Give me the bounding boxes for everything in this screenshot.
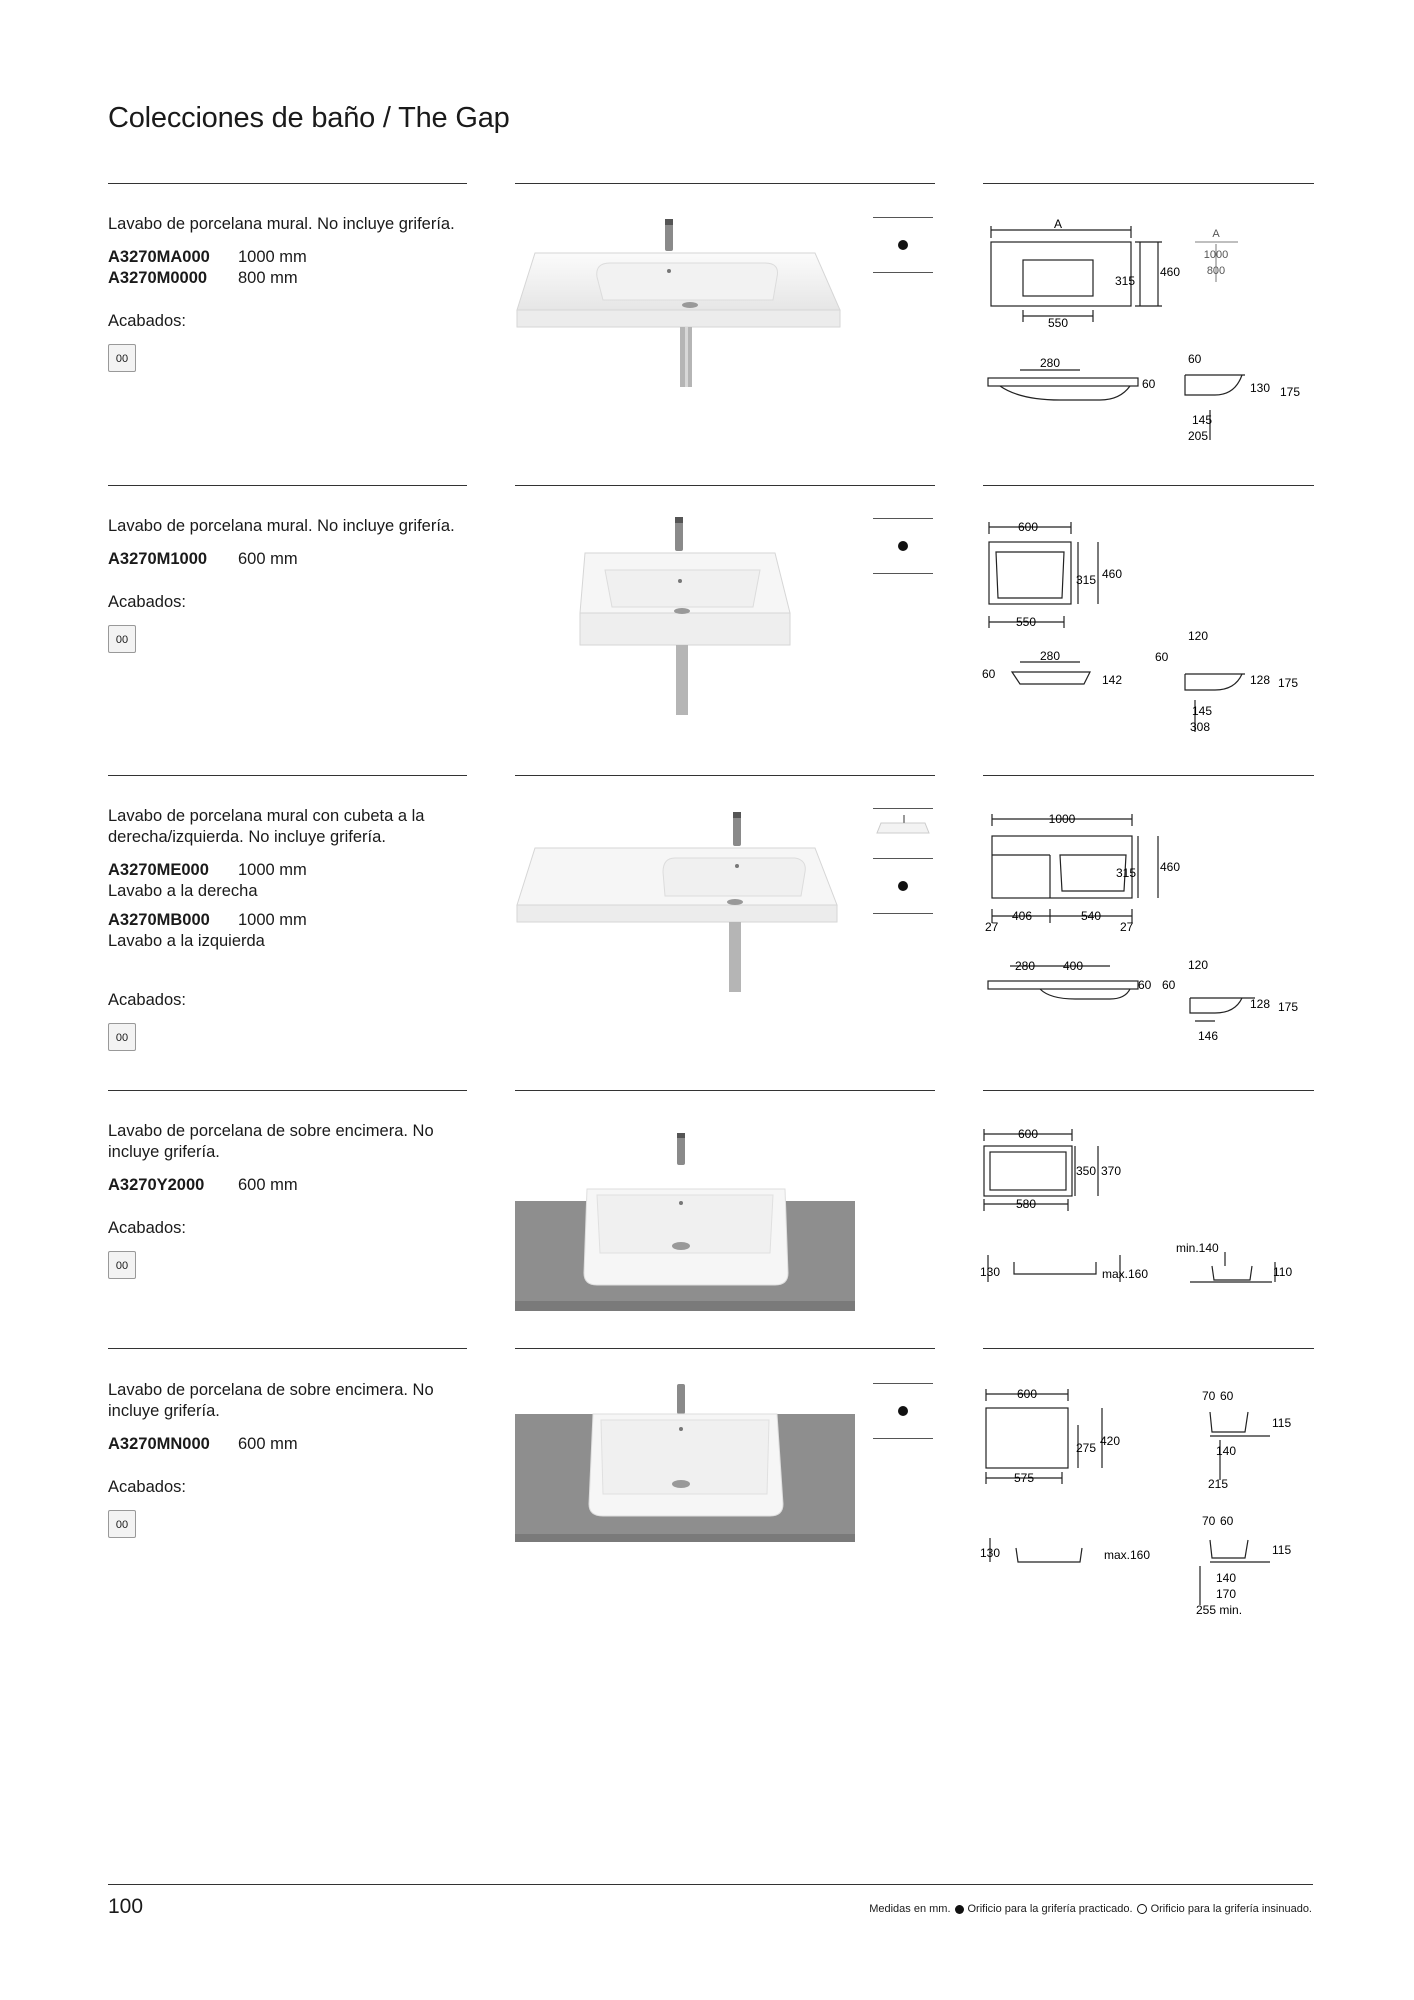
model-row [108,860,468,881]
dim-label: 27 [985,920,999,934]
tap-hole-filled-icon [898,1406,908,1416]
tap-hole-indicator [873,808,933,914]
dim-label: 60 [1220,1514,1234,1528]
dim-label: 600 [1017,1127,1039,1141]
dim-label: 370 [1101,1164,1122,1178]
dim-label: 205 [1188,429,1209,443]
dim-label: 580 [1015,1197,1037,1211]
dim-label: 175 [1278,676,1299,690]
dim-label: 550 [1047,316,1069,330]
model-code: A3270MA000 [108,248,210,266]
legend [869,1903,1312,1915]
divider [108,1348,467,1349]
dim-label: 120 [1188,958,1209,972]
product-description: Lavabo de porcelana de sobre encimera. No incluye grifería. [108,1381,434,1420]
model-code: A3270MB000 [108,911,210,929]
product-info [108,1121,468,1279]
divider [515,1348,935,1349]
outline-circle-icon [1137,1904,1147,1914]
model-row [108,910,468,931]
technical-drawing [980,512,1320,742]
divider [983,183,1314,184]
finish-swatch: 00 [108,1251,136,1279]
finishes-label: Acabados: [108,1219,186,1237]
model-size: 1000 mm [238,248,307,266]
washbasin-image [515,810,845,1000]
divider [108,183,467,184]
page-title: Colecciones de baño / The Gap [108,102,510,134]
product-info [108,1380,468,1538]
dim-label: 140 [1216,1571,1237,1585]
washbasin-image [515,215,845,405]
tap-hole-filled-icon [898,541,908,551]
dim-label: 27 [1120,920,1134,934]
dim-label: 110 [1273,1265,1293,1279]
finish-swatch: 00 [108,1023,136,1051]
dim-table-value: 800 [1206,265,1226,277]
dim-label: 60 [1162,978,1176,992]
model-size: 600 mm [238,550,298,568]
divider [515,1090,935,1091]
dim-label: 175 [1278,1000,1299,1014]
legend-prefix: Medidas en mm. [869,1903,951,1915]
divider [515,485,935,486]
model-size: 600 mm [238,1435,298,1453]
dim-label: 280 [1039,649,1061,663]
tap-hole-indicator [873,1383,933,1439]
model-code: A3270MN000 [108,1435,210,1453]
model-row [108,1434,468,1455]
dim-label: 145 [1192,413,1213,427]
model-row [108,268,468,289]
washbasin-image [515,1384,855,1550]
technical-drawing [980,803,1320,1048]
product-description: Lavabo de porcelana mural. No incluye grifería. [108,215,455,233]
dim-label: 575 [1013,1471,1035,1485]
washbasin-image [515,515,845,725]
divider [983,1090,1314,1091]
product-info [108,806,468,1051]
dim-label: 350 [1076,1164,1097,1178]
dim-label: 600 [1016,1387,1038,1401]
dim-label: 130 [980,1546,1001,1560]
divider [108,1090,467,1091]
dim-label: 175 [1280,385,1301,399]
legend-outline-text: Orificio para la grifería insinuado. [1150,1903,1312,1915]
model-variant: Lavabo a la derecha [108,882,258,900]
model-code: A3270ME000 [108,861,209,879]
divider [515,775,935,776]
model-code: A3270M0000 [108,269,208,287]
divider [983,775,1314,776]
technical-drawing [980,1122,1320,1292]
dim-label: 550 [1015,615,1037,629]
dim-label: 280 [1039,356,1061,370]
dim-label: A [1053,217,1063,231]
model-row [108,549,468,570]
finishes-label: Acabados: [108,991,186,1009]
dim-label: 60 [982,667,996,681]
dim-label: 115 [1272,1416,1292,1430]
dim-label: 406 [1011,909,1033,923]
washbasin-image [515,1133,855,1316]
product-description: Lavabo de porcelana de sobre encimera. No incluye grifería. [108,1122,434,1161]
finish-swatch: 00 [108,1510,136,1538]
dim-label: 170 [1216,1587,1237,1601]
dim-label: 120 [1188,629,1209,643]
dim-label: 142 [1102,673,1123,687]
dim-label: 130 [980,1265,1001,1279]
dim-label: max.160 [1104,1548,1151,1562]
model-size: 1000 mm [238,911,307,929]
dim-label: 280 [1014,959,1036,973]
dim-label: 115 [1272,1543,1292,1557]
divider [983,485,1314,486]
model-size: 1000 mm [238,861,307,879]
dim-label: 460 [1160,860,1181,874]
divider [108,775,467,776]
divider [515,183,935,184]
product-info [108,214,468,372]
dim-label: max.160 [1102,1267,1149,1281]
tap-hole-indicator [873,217,933,273]
product-description: Lavabo de porcelana mural. No incluye grifería. [108,517,455,535]
tap-hole-filled-icon [898,881,908,891]
finishes-label: Acabados: [108,312,186,330]
tap-hole-filled-icon [898,240,908,250]
dim-label: 420 [1100,1434,1121,1448]
dim-label: 255 min. [1196,1603,1243,1617]
footer-divider [108,1884,1313,1885]
dim-label: 60 [1188,352,1202,366]
dim-label: 70 [1202,1389,1216,1403]
model-row [108,1175,468,1196]
finishes-label: Acabados: [108,1478,186,1496]
dim-label: 60 [1142,377,1156,391]
model-code: A3270M1000 [108,550,208,568]
dim-table-value: 1000 [1203,249,1229,261]
finish-swatch: 00 [108,344,136,372]
model-row [108,247,468,268]
dim-label: 146 [1198,1029,1219,1043]
divider [108,485,467,486]
tap-hole-indicator [873,518,933,574]
dim-label: 60 [1155,650,1169,664]
dim-label: 60 [1138,978,1152,992]
dim-label: 315 [1115,866,1136,880]
dim-label: 275 [1076,1441,1097,1455]
finish-swatch: 00 [108,625,136,653]
dim-label: 460 [1160,265,1181,279]
dim-label: 145 [1192,704,1213,718]
product-description: Lavabo de porcelana mural con cubeta a la derecha/izquierda. No incluye grifería. [108,807,425,846]
dim-label: 308 [1190,720,1211,734]
washbasin-thumbnail-icon [873,809,933,853]
dim-label: 315 [1076,573,1097,587]
product-info [108,516,468,653]
legend-filled-text: Orificio para la grifería practicado. [967,1903,1133,1915]
dim-label: 128 [1250,673,1271,687]
filled-circle-icon [955,1905,964,1914]
dim-label: 460 [1102,567,1123,581]
dim-label: 215 [1208,1477,1229,1491]
dim-label: 1000 [1048,812,1076,826]
dim-label: 400 [1062,959,1084,973]
technical-drawing [980,1380,1320,1620]
technical-drawing [980,210,1320,450]
dim-label: 315 [1114,274,1135,288]
model-size: 800 mm [238,269,298,287]
divider [983,1348,1314,1349]
dim-label: min.140 [1176,1241,1219,1255]
model-size: 600 mm [238,1176,298,1194]
finishes-label: Acabados: [108,593,186,611]
dim-label: 140 [1216,1444,1237,1458]
dim-label: 70 [1202,1514,1216,1528]
dim-label: 540 [1080,909,1102,923]
dim-label: 60 [1220,1389,1234,1403]
model-code: A3270Y2000 [108,1176,205,1194]
dim-label: 128 [1250,997,1271,1011]
dim-label: 600 [1017,520,1039,534]
dim-label: 130 [1250,381,1271,395]
page-number: 100 [108,1895,144,1918]
dim-table-head: A [1212,228,1220,240]
model-variant: Lavabo a la izquierda [108,932,265,950]
